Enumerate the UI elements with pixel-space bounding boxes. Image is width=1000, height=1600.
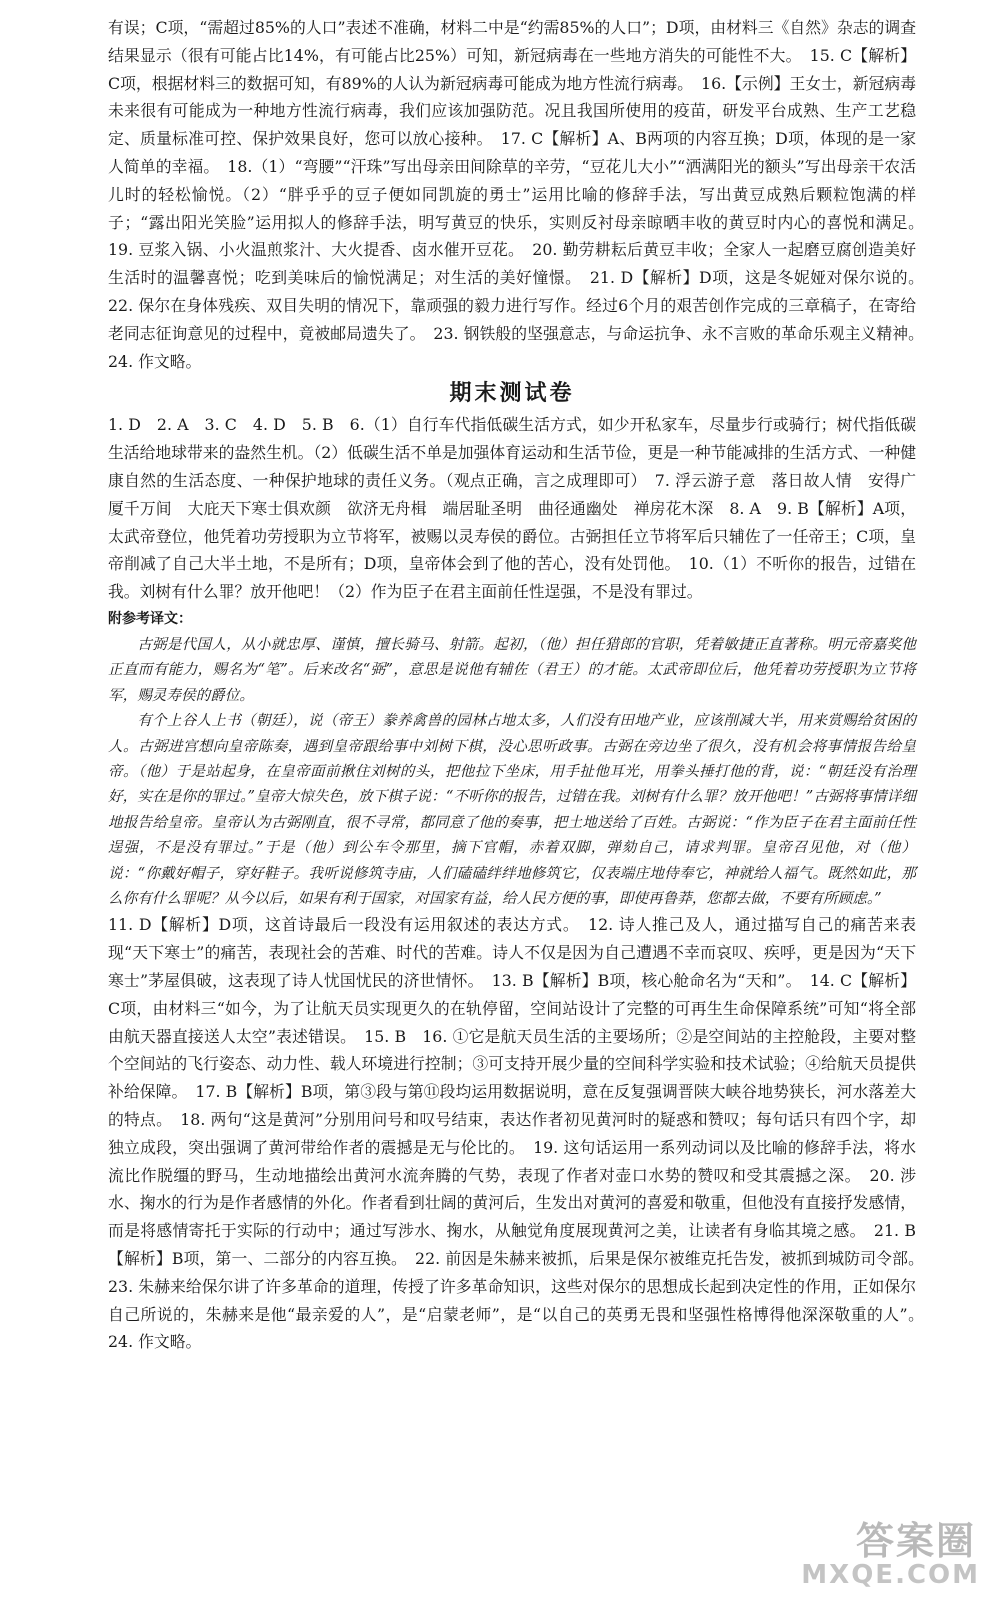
answer-paragraph-final-1: 1. D 2. A 3. C 4. D 5. B 6.（1）自行车代指低碳生活方式，如少开私家车，尽量步行或骑行；树代指低碳生活给地球带来的盎然生机。（2）低碳生活不单是加强体育运动和生活节俭，更是一种节能减排的生活方式、一种健康自然的生活态度、一种保护地球的责任义务。（观点正确，言之成理即可） 7. 浮云游子意 落日故人情 安得广厦千万间 大庇天下寒士俱欢颜 欲济无舟楫 端居耻圣明 曲径通幽处 禅房花木深 8. A 9. B【解析】A项，太武帝登位，他凭着功劳授职为立节将军，被赐以灵寿侯的爵位。古弼担任立节将军后只辅佐了一任帝王；C项，皇帝削减了自己大半土地，不是所有；D项，皇帝体会到了他的苦心，没有处罚他。 10.（1）不听你的报告，过错在我。刘树有什么罪？放开他吧！（2）作为臣子在君主面前任性逞强，不是没有罪过。 [108, 415, 916, 602]
answer-paragraph-continued: 有误；C项，“需超过85%的人口”表述不准确，材料二中是“约需85%的人口”；D项，由材料三《自然》杂志的调查结果显示（很有可能占比14%，有可能占比25%）可知，新冠病毒在一些地方消失的可能性不大。 15. C【解析】C项，根据材料三的数据可知，有89%的人认为新冠病毒可能成为地方性流行病毒。 16.【示例】王女士，新冠病毒未来很有可能成为一种地方性流行病毒，我们应该加强防范。况且我国所使用的疫苗，研发平台成熟、生产工艺稳定、质量标准可控、保护效果良好，您可以放心接种。 17. C【解析】A、B两项的内容互换；D项，体现的是一家人简单的幸福。 18.（1）“弯腰”“汗珠”写出母亲田间除草的辛劳，“豆花儿大小”“洒满阳光的额头”写出母亲干农活儿时的轻松愉悦。（2）“胖乎乎的豆子便如同凯旋的勇士”运用比喻的修辞手法，写出黄豆成熟后颗粒饱满的样子；“露出阳光笑脸”运用拟人的修辞手法，明写黄豆的快乐，实则反衬母亲晾晒丰收的黄豆时内心的喜悦和满足。 19. 豆浆入锅、小火温煎浆汁、大火提香、卤水催开豆花。 20. 勤劳耕耘后黄豆丰收；全家人一起磨豆腐创造美好生活时的温馨喜悦；吃到美味后的愉悦满足；对生活的美好憧憬。 21. D【解析】D项，这是冬妮娅对保尔说的。 22. 保尔在身体残疾、双目失明的情况下，靠顽强的毅力进行写作。经过6个月的艰苦创作完成的三章稿子，在寄给老同志征询意见的过程中，竟被邮局遗失了。 23. 钢铁般的坚强意志，与命运抗争、永不言败的革命乐观主义精神。 24. 作文略。 [108, 18, 932, 371]
watermark-url: MXQE.COM [801, 1560, 980, 1590]
translation-label: 附参考译文： [108, 610, 192, 627]
section-title: 期末测试卷 [449, 381, 575, 407]
translation-paragraph-1: 古弼是代国人，从小就忠厚、谨慎，擅长骑马、射箭。起初，（他）担任猎郎的官职，凭着敏捷正直著称。明元帝嘉奖他正直而有能力，赐名为“笔”。后来改名“弼”，意思是说他有辅佐（君王）的才能。太武帝即位后，他凭着功劳授职为立节将军，赐灵寿侯的爵位。 [108, 635, 916, 704]
translation-paragraph-2: 有个上谷人上书（朝廷），说（帝王）豢养禽兽的园林占地太多，人们没有田地产业，应该削减大半，用来赏赐给贫困的人。古弼进宫想向皇帝陈奏，遇到皇帝跟给事中刘树下棋，没心思听政事。古弼在旁边坐了很久，没有机会将事情报告给皇帝。（他）于是站起身，在皇帝面前揪住刘树的头，把他拉下坐床，用手扯他耳光，用拳头捶打他的背，说：“朝廷没有治理好，实在是你的罪过。”皇帝大惊失色，放下棋子说：“不听你的报告，过错在我。刘树有什么罪？放开他吧！”古弼将事情详细地报告给皇帝。皇帝认为古弼刚直，很不寻常，都同意了他的奏事，把土地送给了百姓。古弼说：“作为臣子在君主面前任性逞强，不是没有罪过。”于是（他）到公车令那里，摘下官帽，赤着双脚，弹劾自己，请求判罪。皇帝召见他，对（他）说：“你戴好帽子，穿好鞋子。我听说修筑寺庙，人们磕磕绊绊地修筑它，仅表端庄地侍奉它，神就给人福气。既然如此，那么你有什么罪呢？从今以后，如果有利于国家，对国家有益，给人民方便的事，即使再鲁莽，您都去做，不要有所顾虑。” [108, 712, 916, 907]
answer-page [108, 14, 932, 1356]
answer-paragraph-final-2: 11. D【解析】D项，这首诗最后一段没有运用叙述的表达方式。 12. 诗人推己及人，通过描写自己的痛苦来表现“天下寒士”的痛苦，表现社会的苦难、时代的苦难。诗人不仅是因为自己遭遇不幸而哀叹、疾呼，更是因为“天下寒士”茅屋俱破，这表现了诗人忧国忧民的济世情怀。 13. B【解析】B项，核心舱命名为“天和”。 14. C【解析】C项，由材料三“如今，为了让航天员实现更久的在轨停留，空间站设计了完整的可再生生命保障系统”可知“将全部由航天器直接送人太空”表述错误。 15. B 16. ①它是航天员生活的主要场所；②是空间站的主控舱段，主要对整个空间站的飞行姿态、动力性、载人环境进行控制；③可支持开展少量的空间科学实验和技术试验；④给航天员提供补给保障。 17. B【解析】B项，第③段与第⑪段均运用数据说明，意在反复强调晋陕大峡谷地势狭长，河水落差大的特点。 18. 两句“这是黄河”分别用问号和叹号结束，表达作者初见黄河时的疑惑和赞叹；每句话只有四个字，却独立成段，突出强调了黄河带给作者的震撼是无与伦比的。 19. 这句话运用一系列动词以及比喻的修辞手法，将水流比作脱缰的野马，生动地描绘出黄河水流奔腾的气势，表现了作者对壶口水势的赞叹和受其震撼之深。 20. 涉水、掬水的行为是作者感情的外化。作者看到壮阔的黄河后，生发出对黄河的喜爱和敬重，但他没有直接抒发感情，而是将感情寄托于实际的行动中；通过写涉水、掬水，从触觉角度展现黄河之美，让读者有身临其境之感。 21. B【解析】B项，第一、二部分的内容互换。 22. 前因是朱赫来被抓，后果是保尔被维克托告发，被抓到城防司令部。 23. 朱赫来给保尔讲了许多革命的道理，传授了许多革命知识，这些对保尔的思想成长起到决定性的作用，正如保尔自己所说的，朱赫来是他“最亲爱的人”，是“启蒙老师”，是“以自己的英勇无畏和坚强性格博得他深深敬重的人”。 24. 作文略。 [108, 915, 932, 1352]
watermark-logo [801, 1510, 984, 1590]
watermark-text: 答案圈 [855, 1519, 976, 1563]
